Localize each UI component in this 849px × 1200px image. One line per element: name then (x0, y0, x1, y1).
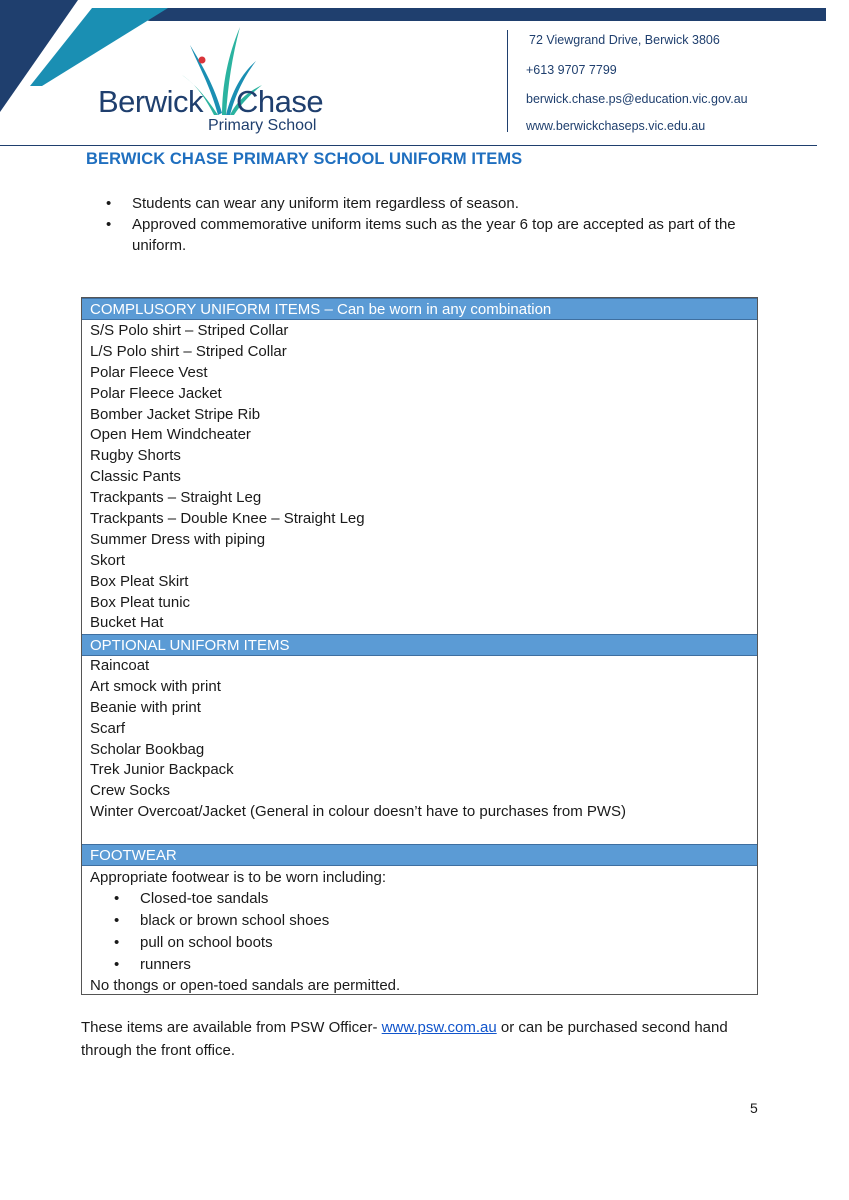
list-item: Crew Socks (90, 782, 171, 800)
list-item: Bucket Hat (90, 614, 164, 632)
bullet-icon: • (114, 912, 120, 929)
list-item: Polar Fleece Vest (90, 363, 208, 381)
document-title: BERWICK CHASE PRIMARY SCHOOL UNIFORM ITEMS (86, 150, 523, 168)
list-item: Winter Overcoat/Jacket (General in colour doesn’t have to purchases from PWS) (90, 803, 627, 821)
logo-name-chase: Chase (236, 84, 324, 119)
footwear-section-header: FOOTWEAR (82, 844, 757, 866)
list-item: L/S Polo shirt – Striped Collar (90, 342, 287, 360)
list-item: S/S Polo shirt – Striped Collar (90, 322, 289, 339)
list-item: Scarf (90, 719, 126, 737)
intro-bullet-list (106, 193, 756, 256)
list-item: Rugby Shorts (90, 447, 181, 465)
footwear-note: No thongs or open-toed sandals are permitted. (90, 977, 401, 994)
compulsory-item-list (90, 321, 365, 634)
bullet-icon: • (114, 956, 120, 973)
list-item: Art smock with print (90, 677, 221, 695)
list-item: Trackpants – Straight Leg (90, 489, 262, 507)
list-item: • runners (114, 954, 329, 976)
bullet-icon: • (106, 195, 112, 212)
psw-website-link[interactable]: www.psw.com.au (381, 1019, 497, 1036)
bullet-icon: • (106, 216, 112, 233)
list-item: Skort (90, 551, 126, 569)
list-item: Box Pleat tunic (90, 593, 191, 611)
list-item: Raincoat (90, 657, 150, 674)
contact-address: 72 Viewgrand Drive, Berwick 3806 (529, 33, 720, 47)
contact-email[interactable]: berwick.chase.ps@education.vic.gov.au (526, 92, 748, 106)
intro-bullet: • Students can wear any uniform item regardless of season. (106, 195, 519, 212)
contact-divider (507, 30, 508, 132)
list-item: Classic Pants (90, 468, 181, 486)
list-item: Trek Junior Backpack (90, 761, 234, 779)
list-item: Trackpants – Double Knee – Straight Leg (90, 510, 365, 528)
page-number: 5 (750, 1100, 758, 1116)
intro-bullet: • Approved commemorative uniform items such as the year 6 top are accepted as part of the uniform. (106, 216, 736, 254)
list-item: • black or brown school shoes (114, 910, 329, 932)
logo-name-berwick: Berwick (98, 84, 204, 119)
list-item: Beanie with print (90, 698, 201, 716)
list-item: Bomber Jacket Stripe Rib (90, 405, 261, 423)
footwear-list (114, 888, 329, 976)
logo-subtitle: Primary School (208, 117, 317, 134)
list-item: Box Pleat Skirt (90, 572, 189, 590)
list-item: Open Hem Windcheater (90, 426, 251, 444)
list-item: Scholar Bookbag (90, 740, 205, 758)
bullet-icon: • (114, 890, 120, 907)
list-item: • pull on school boots (114, 932, 329, 954)
list-item: Polar Fleece Jacket (90, 384, 222, 402)
optional-section-header: OPTIONAL UNIFORM ITEMS (82, 634, 757, 656)
uniform-table (81, 297, 758, 995)
compulsory-section-header: COMPLUSORY UNIFORM ITEMS – Can be worn in any combination (82, 298, 757, 320)
list-item: Summer Dress with piping (90, 530, 266, 548)
bullet-icon: • (114, 934, 120, 951)
header-rule (0, 145, 817, 146)
contact-phone: +613 9707 7799 (526, 63, 617, 77)
list-item: • Closed-toe sandals (114, 888, 329, 910)
contact-website[interactable]: www.berwickchaseps.vic.edu.au (526, 119, 706, 133)
optional-item-list (90, 656, 626, 823)
closing-paragraph: These items are available from PSW Officer- www.psw.com.au or can be purchased second hand through the front office. (81, 1019, 728, 1059)
footwear-intro: Appropriate footwear is to be worn including: (90, 869, 387, 886)
